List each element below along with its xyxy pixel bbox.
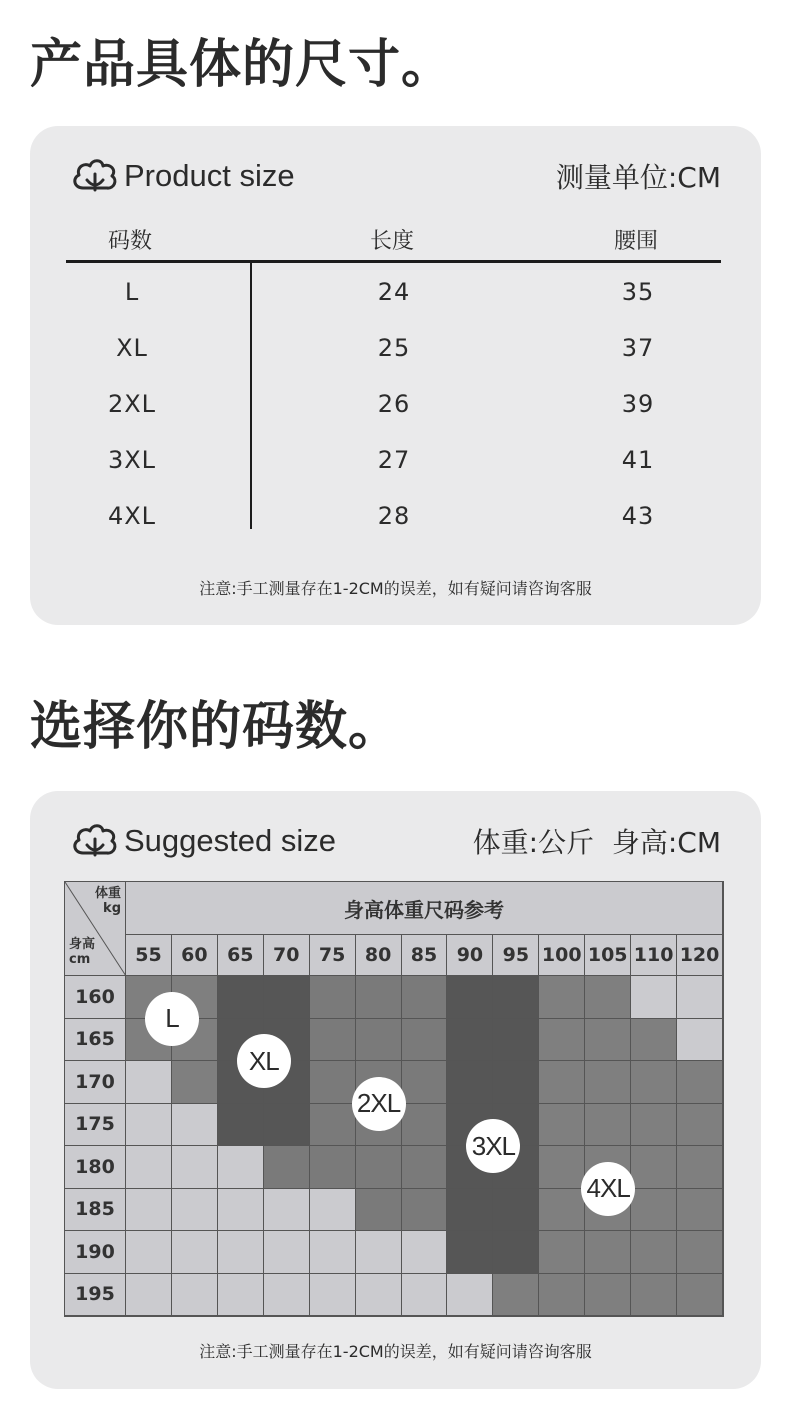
grid-cell bbox=[631, 1146, 677, 1189]
measurement-note: 注意:手工测量存在1-2CM的误差，如有疑问请咨询客服 bbox=[199, 1342, 592, 1361]
grid-cell bbox=[218, 1146, 264, 1189]
length-cell: 24 bbox=[377, 278, 411, 306]
grid-cell bbox=[310, 1274, 356, 1317]
suggested-size-title-text: Suggested size bbox=[124, 823, 336, 858]
weight-header: 80 bbox=[356, 935, 402, 976]
grid-cell bbox=[631, 1189, 677, 1232]
weight-header: 110 bbox=[631, 935, 677, 976]
grid-cell bbox=[539, 1019, 585, 1062]
waist-cell: 39 bbox=[621, 390, 655, 418]
grid-cell bbox=[356, 1231, 402, 1274]
waist-cell: 37 bbox=[621, 334, 655, 362]
grid-cell bbox=[172, 1104, 218, 1147]
height-header: 175 bbox=[65, 1104, 126, 1147]
table-row bbox=[30, 334, 761, 374]
grid-cell bbox=[539, 1061, 585, 1104]
length-cell: 25 bbox=[377, 334, 411, 362]
size-cell: 2XL bbox=[107, 390, 157, 418]
grid-cell bbox=[402, 1019, 448, 1062]
length-cell: 27 bbox=[377, 446, 411, 474]
grid-cell bbox=[402, 1146, 448, 1189]
grid-cell bbox=[218, 1189, 264, 1232]
grid-cell bbox=[585, 1274, 631, 1317]
grid-cell bbox=[126, 1061, 172, 1104]
grid-cell bbox=[172, 1189, 218, 1232]
grid-cell bbox=[677, 1146, 723, 1189]
grid-cell bbox=[539, 1104, 585, 1147]
height-header: 195 bbox=[65, 1274, 126, 1317]
product-size-title bbox=[70, 156, 295, 196]
grid-cell bbox=[310, 1104, 356, 1147]
weight-header: 90 bbox=[447, 935, 493, 976]
size-reference-grid bbox=[64, 881, 724, 1317]
grid-cell bbox=[310, 1189, 356, 1232]
grid-cell bbox=[585, 1019, 631, 1062]
grid-cell bbox=[447, 1019, 493, 1062]
table-row bbox=[30, 390, 761, 430]
grid-cell bbox=[218, 1231, 264, 1274]
weight-header: 55 bbox=[126, 935, 172, 976]
grid-cell bbox=[677, 976, 723, 1019]
suggested-size-title bbox=[70, 821, 336, 861]
grid-cell bbox=[402, 1061, 448, 1104]
table-row bbox=[30, 502, 761, 542]
col-header-waist: 腰围 bbox=[613, 229, 658, 254]
weight-header: 85 bbox=[402, 935, 448, 976]
col-header-size: 码数 bbox=[107, 229, 152, 254]
grid-title: 身高体重尺码参考 bbox=[126, 882, 723, 935]
size-cell: 3XL bbox=[107, 446, 157, 474]
grid-cell bbox=[539, 976, 585, 1019]
grid-cell bbox=[539, 1274, 585, 1317]
corner-height-label: 身高 cm bbox=[69, 937, 96, 967]
grid-cell bbox=[310, 1146, 356, 1189]
table-row bbox=[30, 446, 761, 486]
grid-cell bbox=[631, 1274, 677, 1317]
header-divider bbox=[66, 260, 721, 263]
grid-cell bbox=[585, 1061, 631, 1104]
grid-cell bbox=[126, 1146, 172, 1189]
grid-cell bbox=[402, 1189, 448, 1232]
grid-cell bbox=[402, 1231, 448, 1274]
height-header: 185 bbox=[65, 1189, 126, 1232]
grid-cell bbox=[539, 1189, 585, 1232]
grid-cell bbox=[677, 1231, 723, 1274]
table-row bbox=[30, 278, 761, 318]
length-cell: 26 bbox=[377, 390, 411, 418]
waist-cell: 35 bbox=[621, 278, 655, 306]
weight-header: 105 bbox=[585, 935, 631, 976]
grid-cell bbox=[264, 1189, 310, 1232]
grid-cell bbox=[356, 1019, 402, 1062]
weight-header: 70 bbox=[264, 935, 310, 976]
grid-cell bbox=[631, 1061, 677, 1104]
grid-cell bbox=[677, 1104, 723, 1147]
size-badge: 4XL bbox=[581, 1162, 635, 1216]
grid-cell bbox=[172, 1231, 218, 1274]
weight-height-unit: 体重:公斤 身高:CM bbox=[472, 826, 721, 859]
grid-cell bbox=[402, 1274, 448, 1317]
cotton-icon bbox=[70, 156, 120, 196]
grid-cell bbox=[677, 1061, 723, 1104]
grid-cell bbox=[631, 1231, 677, 1274]
grid-cell bbox=[447, 1231, 493, 1274]
grid-cell bbox=[447, 1274, 493, 1317]
grid-cell bbox=[493, 976, 539, 1019]
grid-cell bbox=[585, 1104, 631, 1147]
grid-cell bbox=[493, 1231, 539, 1274]
grid-cell bbox=[264, 1231, 310, 1274]
product-size-card bbox=[30, 126, 761, 625]
grid-cell bbox=[677, 1019, 723, 1062]
grid-cell bbox=[493, 1274, 539, 1317]
height-header: 170 bbox=[65, 1061, 126, 1104]
suggested-size-card bbox=[30, 791, 761, 1389]
grid-cell bbox=[585, 976, 631, 1019]
grid-cell bbox=[356, 1274, 402, 1317]
grid-cell bbox=[218, 976, 264, 1019]
weight-header: 95 bbox=[493, 935, 539, 976]
corner-weight-label: 体重 kg bbox=[94, 886, 121, 916]
grid-cell bbox=[447, 1189, 493, 1232]
grid-cell bbox=[126, 1274, 172, 1317]
grid-cell bbox=[310, 976, 356, 1019]
grid-cell bbox=[356, 1146, 402, 1189]
weight-header: 65 bbox=[218, 935, 264, 976]
grid-cell bbox=[493, 1019, 539, 1062]
grid-cell bbox=[447, 976, 493, 1019]
grid-corner-cell bbox=[65, 882, 126, 976]
grid-cell bbox=[172, 1146, 218, 1189]
grid-cell bbox=[310, 1061, 356, 1104]
grid-cell bbox=[264, 1146, 310, 1189]
grid-cell bbox=[677, 1274, 723, 1317]
grid-cell bbox=[631, 976, 677, 1019]
grid-cell bbox=[264, 1274, 310, 1317]
height-header: 165 bbox=[65, 1019, 126, 1062]
grid-cell bbox=[493, 1189, 539, 1232]
grid-cell bbox=[310, 1019, 356, 1062]
size-cell: L bbox=[124, 278, 140, 306]
size-badge: XL bbox=[237, 1034, 291, 1088]
grid-cell bbox=[172, 1274, 218, 1317]
grid-cell bbox=[447, 1061, 493, 1104]
grid-cell bbox=[310, 1231, 356, 1274]
grid-cell bbox=[126, 1189, 172, 1232]
product-size-title-text: Product size bbox=[124, 158, 295, 193]
waist-cell: 43 bbox=[621, 502, 655, 530]
size-badge: L bbox=[145, 992, 199, 1046]
grid-cell bbox=[126, 1231, 172, 1274]
grid-cell bbox=[172, 1061, 218, 1104]
grid-cell bbox=[264, 1104, 310, 1147]
length-cell: 28 bbox=[377, 502, 411, 530]
grid-cell bbox=[631, 1104, 677, 1147]
grid-cell bbox=[402, 976, 448, 1019]
product-size-heading: 产品具体的尺寸。 bbox=[30, 35, 455, 95]
size-cell: 4XL bbox=[107, 502, 157, 530]
weight-header: 100 bbox=[539, 935, 585, 976]
grid-cell bbox=[493, 1061, 539, 1104]
size-badge: 2XL bbox=[352, 1077, 406, 1131]
size-cell: XL bbox=[116, 334, 148, 362]
grid-cell bbox=[218, 1104, 264, 1147]
choose-size-heading: 选择你的码数。 bbox=[30, 697, 402, 757]
waist-cell: 41 bbox=[621, 446, 655, 474]
weight-header: 60 bbox=[172, 935, 218, 976]
height-header: 190 bbox=[65, 1231, 126, 1274]
height-header: 160 bbox=[65, 976, 126, 1019]
grid-cell bbox=[356, 1189, 402, 1232]
grid-cell bbox=[218, 1274, 264, 1317]
grid-cell bbox=[402, 1104, 448, 1147]
grid-cell bbox=[585, 1231, 631, 1274]
grid-cell bbox=[539, 1231, 585, 1274]
height-header: 180 bbox=[65, 1146, 126, 1189]
grid-cell bbox=[264, 976, 310, 1019]
measurement-unit: 测量单位:CM bbox=[555, 161, 721, 194]
grid-cell bbox=[126, 1104, 172, 1147]
measurement-note: 注意:手工测量存在1-2CM的误差，如有疑问请咨询客服 bbox=[199, 579, 592, 598]
cotton-icon bbox=[70, 821, 120, 861]
weight-header: 120 bbox=[677, 935, 723, 976]
grid-cell bbox=[677, 1189, 723, 1232]
col-header-length: 长度 bbox=[369, 229, 414, 254]
grid-cell bbox=[356, 976, 402, 1019]
size-badge: 3XL bbox=[466, 1119, 520, 1173]
grid-cell bbox=[539, 1146, 585, 1189]
weight-header: 75 bbox=[310, 935, 356, 976]
grid-cell bbox=[631, 1019, 677, 1062]
